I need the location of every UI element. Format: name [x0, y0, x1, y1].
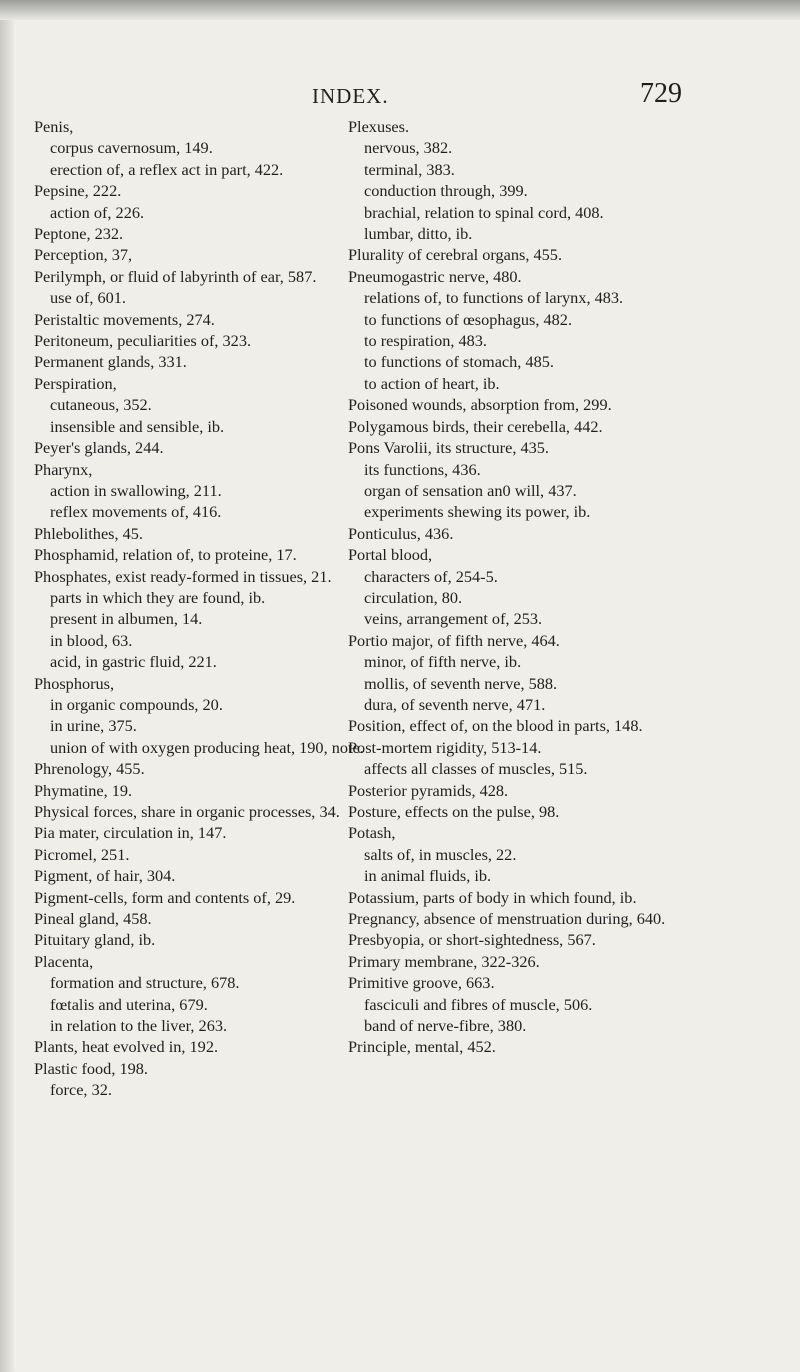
index-subentry: to action of heart, ib.	[364, 373, 500, 393]
index-subentry: in animal fluids, ib.	[364, 866, 492, 886]
index-subentry: circulation, 80.	[364, 587, 463, 607]
index-entry: Poisoned wounds, absorption from, 299.	[348, 395, 612, 415]
index-entry: Principle, mental, 452.	[348, 1037, 496, 1057]
index-entry: Peristaltic movements, 274.	[34, 309, 215, 329]
index-entry: Physical forces, share in organic processes, 34.	[34, 802, 340, 821]
index-subentry: its functions, 436.	[364, 459, 481, 479]
index-entry: Posture, effects on the pulse, 98.	[348, 802, 560, 821]
index-entry: Picromel, 251.	[34, 844, 130, 864]
index-entry: Pigment-cells, form and contents of, 29.	[34, 887, 296, 907]
index-entry: Presbyopia, or short-sightedness, 567.	[348, 930, 596, 950]
index-entry: Peptone, 232.	[34, 224, 124, 244]
index-subentry: nervous, 382.	[364, 138, 453, 158]
index-entry: Plexuses.	[348, 117, 410, 136]
index-entry: Plastic food, 198.	[34, 1058, 148, 1078]
index-entry: Polygamous birds, their cerebella, 442.	[348, 416, 603, 436]
index-subentry: corpus cavernosum, 149.	[50, 138, 213, 158]
index-subentry: band of nerve-fibre, 380.	[364, 1016, 527, 1036]
page-top-edge	[0, 0, 800, 20]
index-subentry: fœtalis and uterina, 679.	[50, 994, 208, 1014]
index-subentry: parts in which they are found, ib.	[50, 587, 266, 607]
index-subentry: mollis, of seventh nerve, 588.	[364, 673, 558, 693]
index-subentry: cutaneous, 352.	[50, 395, 152, 415]
right-index-column	[348, 116, 678, 1058]
index-entry: Portio major, of fifth nerve, 464.	[348, 630, 560, 650]
index-entry: Phlebolithes, 45.	[34, 523, 143, 543]
index-subentry: reflex movements of, 416.	[50, 502, 222, 522]
index-entry: Post-mortem rigidity, 513-14.	[348, 737, 542, 757]
index-subentry: veins, arrangement of, 253.	[364, 609, 543, 629]
index-entry: Placenta,	[34, 951, 94, 971]
index-entry: Phosphamid, relation of, to proteine, 17.	[34, 545, 297, 565]
index-subentry: experiments shewing its power, ib.	[364, 502, 591, 522]
index-entry: Phosphorus,	[34, 673, 115, 693]
index-subentry: acid, in gastric fluid, 221.	[50, 652, 217, 672]
index-subentry: affects all classes of muscles, 515.	[364, 759, 588, 779]
index-subentry: relations of, to functions of larynx, 483.	[364, 288, 624, 308]
index-subentry: salts of, in muscles, 22.	[364, 844, 517, 864]
index-entry: Primary membrane, 322-326.	[348, 951, 540, 971]
page-gutter	[0, 20, 14, 1372]
index-entry: Pepsine, 222.	[34, 181, 122, 201]
index-subentry: dura, of seventh nerve, 471.	[364, 694, 546, 714]
index-entry: Ponticulus, 436.	[348, 523, 454, 543]
index-entry: Portal blood,	[348, 545, 433, 565]
index-entry: Perspiration,	[34, 373, 117, 393]
index-subentry: conduction through, 399.	[364, 181, 528, 201]
index-entry: Phosphates, exist ready-formed in tissues, 21.	[34, 566, 332, 586]
page-header	[0, 76, 800, 116]
left-index-column	[34, 116, 364, 1101]
index-entry: Perilymph, or fluid of labyrinth of ear, 587.	[34, 266, 317, 286]
index-subentry: terminal, 383.	[364, 159, 455, 179]
index-entry: Pia mater, circulation in, 147.	[34, 823, 227, 843]
index-entry: Pharynx,	[34, 459, 93, 479]
index-subentry: organ of sensation an0 will, 437.	[364, 480, 577, 500]
index-entry: Pons Varolii, its structure, 435.	[348, 438, 549, 458]
index-subentry: force, 32.	[50, 1080, 112, 1100]
index-subentry: in urine, 375.	[50, 716, 137, 736]
index-subentry: in organic compounds, 20.	[50, 694, 223, 714]
index-entry: Potassium, parts of body in which found, ib.	[348, 887, 637, 907]
index-subentry: brachial, relation to spinal cord, 408.	[364, 202, 604, 222]
index-entry: Peritoneum, peculiarities of, 323.	[34, 331, 252, 351]
index-entry: Posterior pyramids, 428.	[348, 780, 509, 800]
index-entry: Permanent glands, 331.	[34, 352, 187, 372]
index-entry: Penis,	[34, 117, 74, 136]
index-subentry: lumbar, ditto, ib.	[364, 224, 473, 244]
index-subentry: insensible and sensible, ib.	[50, 416, 225, 436]
index-subentry: action of, 226.	[50, 202, 145, 222]
index-entry: Plurality of cerebral organs, 455.	[348, 245, 563, 265]
index-entry: Pituitary gland, ib.	[34, 930, 156, 950]
page-title: INDEX.	[312, 84, 389, 108]
index-entry: Plants, heat evolved in, 192.	[34, 1037, 219, 1057]
index-subentry: use of, 601.	[50, 288, 126, 308]
index-entry: Primitive groove, 663.	[348, 973, 495, 993]
index-subentry: to functions of œsophagus, 482.	[364, 309, 573, 329]
index-entry: Pneumogastric nerve, 480.	[348, 266, 522, 286]
index-subentry: formation and structure, 678.	[50, 973, 240, 993]
index-entry: Pigment, of hair, 304.	[34, 866, 176, 886]
index-subentry: in blood, 63.	[50, 630, 133, 650]
index-entry: Peyer's glands, 244.	[34, 438, 164, 458]
index-entry: Pregnancy, absence of menstruation during, 640.	[348, 909, 666, 929]
index-subentry: erection of, a reflex act in part, 422.	[50, 159, 284, 179]
index-entry: Phymatine, 19.	[34, 780, 133, 800]
index-subentry: fasciculi and fibres of muscle, 506.	[364, 994, 593, 1014]
index-entry: Phrenology, 455.	[34, 759, 145, 779]
index-subentry: union of with oxygen producing heat, 190, note.	[50, 737, 364, 757]
index-entry: Pineal gland, 458.	[34, 909, 152, 929]
index-subentry: to respiration, 483.	[364, 331, 487, 351]
index-subentry: present in albumen, 14.	[50, 609, 203, 629]
index-entry: Perception, 37,	[34, 245, 133, 265]
index-subentry: action in swallowing, 211.	[50, 480, 222, 500]
index-entry: Potash,	[348, 823, 396, 843]
index-entry: Position, effect of, on the blood in parts, 148.	[348, 716, 643, 736]
index-subentry: in relation to the liver, 263.	[50, 1016, 228, 1036]
index-subentry: characters of, 254-5.	[364, 566, 498, 586]
index-subentry: to functions of stomach, 485.	[364, 352, 554, 372]
index-subentry: minor, of fifth nerve, ib.	[364, 652, 522, 672]
page-number: 729	[640, 78, 682, 109]
